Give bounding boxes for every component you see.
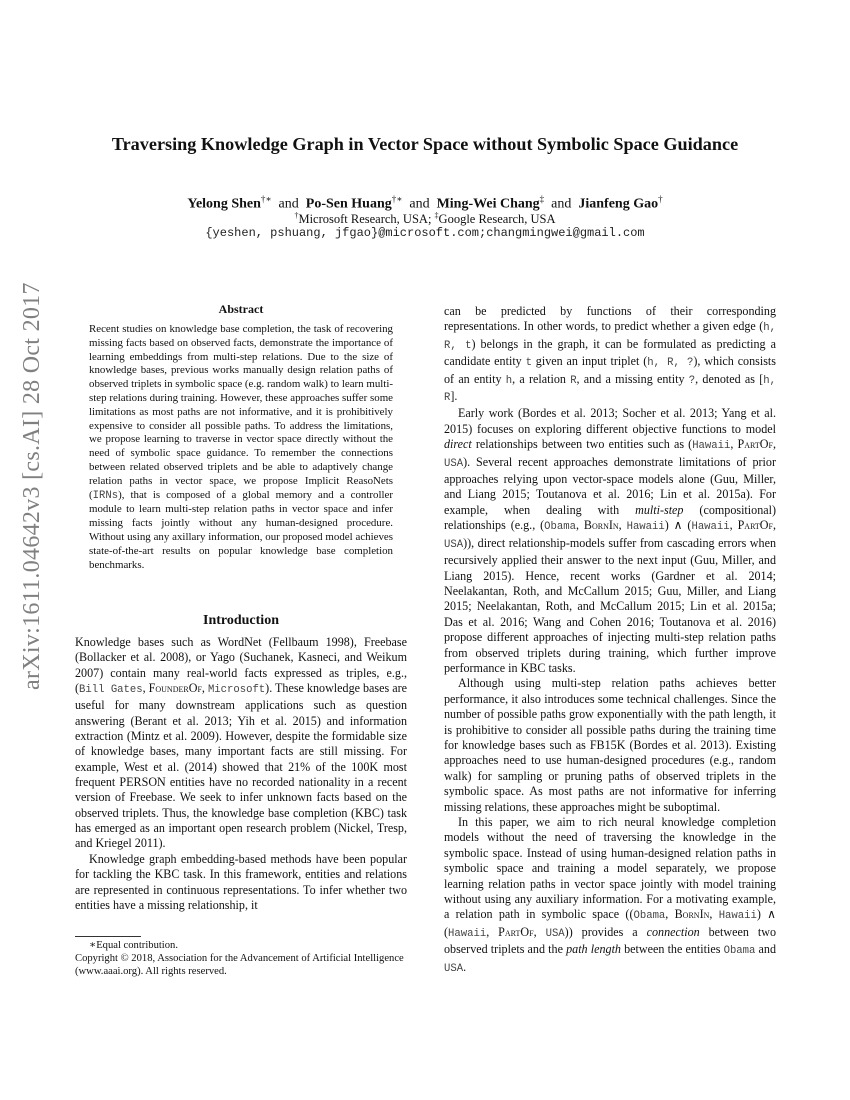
footnote-divider: [75, 936, 141, 937]
affiliation-mark: †: [294, 211, 299, 220]
author-mark: †∗: [391, 194, 403, 204]
abstract-body: Recent studies on knowledge base completion, the task of recovering missing facts based on observed facts, demonstrate the importance of learning embeddings from multi-step relations. Due to the size of knowledge bases, previous works manually design relation paths of observed triplets in symbolic space (e.g. random walk) to learn multi-step relations during training. However, these approaches suffer some limitations as most paths are not informative, and it is prohibitively expensive to consider all possible paths. To address the limitations, we propose learning to traverse in vector space directly without the need of symbolic space guidance. To remember the connections between related observed triplets and be able to adaptively change relation paths in vector space, we propose Implicit ReasoNets (IRNs), that is composed of a global memory and a controller module to learn multi-step relation paths in vector space and infer missing facts jointly without any human-designed procedure. Without using any axillary information, our proposed model achieves state-of-the-art results on popular knowledge base completion benchmarks.: [89, 323, 393, 571]
author-conjunction: and: [409, 196, 430, 212]
arxiv-identifier-stamp: arXiv:1611.04642v3 [cs.AI] 28 Oct 2017: [19, 282, 45, 690]
author-name: Jianfeng Gao: [578, 196, 659, 212]
affiliation-mark: ‡: [434, 211, 439, 220]
author-mark: †: [658, 194, 663, 204]
affiliations: [60, 208, 790, 227]
copyright-notice: Copyright © 2018, Association for the Advancement of Artificial Intelligence (www.aaai.org). All rights reserved.: [75, 953, 404, 977]
author-conjunction: and: [278, 196, 299, 212]
paragraph: In this paper, we aim to rich neural knowledge completion models without the need of traversing the knowledge in the symbolic space. Instead of using human-designed relation paths in symbolic space and training a model separately, we propose learning relation paths in vector space jointly with model training without using any auxiliary information. For a motivating example, a relation path in symbolic space ((Obama, BornIn, Hawaii) ∧ (Hawaii, PartOf, USA)) provides a connection between two observed triplets and the path length between the entities Obama and USA.: [444, 815, 777, 975]
affiliation-org: Google Research, USA: [438, 212, 556, 227]
author-name: Ming-Wei Chang: [436, 196, 540, 212]
footnotes: [75, 939, 407, 978]
introduction-heading: Introduction: [203, 613, 279, 628]
paragraph: Early work (Bordes et al. 2013; Socher et al. 2013; Yang et al. 2015) focuses on exploring different objective functions to model direct relationships between two entities such as (Hawaii, PartOf, USA). Several recent approaches demonstrate limitations of prior approaches relying upon vector-space models alone (Guu, Miller, and Liang 2015; Toutanova et al. 2016; Lin et al. 2015a). For example, when dealing with multi-step (compositional) relationships (e.g., (Obama, BornIn, Hawaii) ∧ (Hawaii, PartOf, USA)), direct relationship-models suffer from cascading errors when recursively applied their answer to the next input (Guu, Miller, and Liang 2015). Hence, recent works (Gardner et al. 2014; Neelakantan, Roth, and McCallum 2015; Guu, Miller, and Liang 2015; Neelakantan, Roth, and McCallum 2015; Lin et al. 2015a; Das et al. 2016; Wang and Cohen 2016; Toutanova et al. 2016) propose different approaches of injecting multi-step relation paths from observed triplets during training, which further improve performance in KBC tasks.: [444, 406, 777, 675]
paragraph: Although using multi-step relation paths achieves better performance, it also introduces some technical challenges. Since the number of possible paths grow exponentially with the path length, it is prohibitive to consider all possible paths during the training time for knowledge bases such as FB15K (Bordes et al. 2013). Existing approaches need to use human-designed procedures (e.g., random walk) for sampling or pruning paths of observed triplets in the symbolic space. As most paths are not informative for inferring missing relations, these approaches might be suboptimal.: [444, 676, 776, 814]
footnote-equal-contribution: ∗Equal contribution.: [89, 940, 178, 951]
author-mark: ‡: [539, 194, 545, 204]
author-name: Yelong Shen: [187, 196, 261, 212]
right-column-text: [444, 304, 776, 977]
paper-title: Traversing Knowledge Graph in Vector Space without Symbolic Space Guidance: [111, 134, 739, 154]
author-mark: †∗: [260, 194, 272, 204]
author-name: Po-Sen Huang: [305, 196, 392, 212]
paragraph: Knowledge graph embedding-based methods have been popular for tackling the KBC task. In this framework, entities and relations are represented in continuous representations. To infer whether two entities have a missing relationship, it: [75, 851, 407, 912]
abstract-heading: Abstract: [218, 302, 264, 316]
paragraph: can be predicted by functions of their corresponding representations. In other words, to predict whether a given edge (h, R, t) belongs in the graph, it can be formulated as predicting a candidate entity t given an input triplet (h, R, ?), which consists of an entity h, a relation R, and a missing entity ?, denoted as [h, R].: [444, 304, 776, 405]
author-emails: {yeshen, pshuang, jfgao}@microsoft.com;changmingwei@gmail.com: [205, 226, 645, 240]
paragraph: Knowledge bases such as WordNet (Fellbaum 1998), Freebase (Bollacker et al. 2008), or Yago (Suchanek, Kasneci, and Weikum 2007) contain many real-world facts expressed as triples, e.g., (Bill Gates, FounderOf, Microsoft). These knowledge bases are useful for many downstream applications such as question answering (Berant et al. 2013; Yih et al. 2015) and information extraction (Mintz et al. 2009). However, despite the formidable size of knowledge bases, many important facts are still missing. For example, West et al. (2014) showed that 21% of the 100K most frequent PERSON entities have no recorded nationality in a recent version of Freebase. We seek to infer unknown facts based on the observed triplets. Thus, the knowledge base completion (KBC) task has emerged as an important open research problem (Nickel, Tresp, and Kriegel 2011).: [75, 635, 407, 851]
affiliation-org: Microsoft Research, USA;: [298, 212, 432, 227]
left-column-text: [75, 635, 407, 913]
author-conjunction: and: [551, 196, 572, 212]
